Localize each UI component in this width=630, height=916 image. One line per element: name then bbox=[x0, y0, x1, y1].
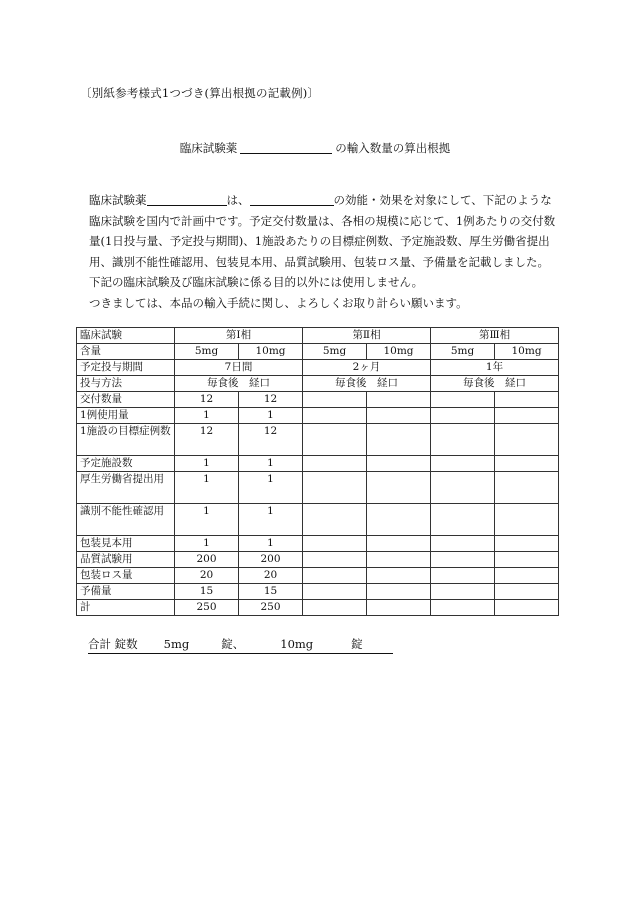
header-method: 投与方法 bbox=[77, 376, 175, 392]
p2-value-10mg bbox=[367, 456, 431, 472]
p3-value-10mg bbox=[495, 456, 559, 472]
p1-value-5mg: 1 bbox=[175, 408, 239, 424]
p1-value-10mg: 1 bbox=[239, 504, 303, 536]
p2-dose-10: 10mg bbox=[367, 344, 431, 360]
p1-dose-10: 10mg bbox=[239, 344, 303, 360]
p2-value-10mg bbox=[367, 392, 431, 408]
p2-value-5mg bbox=[303, 568, 367, 584]
total-unit-b: 錠 bbox=[351, 637, 363, 651]
row-label: 識別不能性確認用 bbox=[77, 504, 175, 536]
p3-value-10mg bbox=[495, 552, 559, 568]
row-label: 厚生労働省提出用 bbox=[77, 472, 175, 504]
p1-value-5mg: 1 bbox=[175, 456, 239, 472]
p2-value-10mg bbox=[367, 552, 431, 568]
p3-value-5mg bbox=[431, 392, 495, 408]
total-tablet-count bbox=[88, 636, 393, 654]
p2-period: 2ヶ月 bbox=[303, 360, 431, 376]
row-label: 品質試験用 bbox=[77, 552, 175, 568]
p2-value-10mg bbox=[367, 424, 431, 456]
table-header-row bbox=[77, 328, 559, 344]
p2-value-10mg bbox=[367, 584, 431, 600]
p3-value-10mg bbox=[495, 584, 559, 600]
document-title bbox=[0, 140, 630, 156]
row-label: 包装見本用 bbox=[77, 536, 175, 552]
p2-value-10mg bbox=[367, 600, 431, 616]
p2-value-5mg bbox=[303, 408, 367, 424]
total-dose-5: 5mg bbox=[163, 637, 190, 651]
paragraph-2: 下記の臨床試験及び臨床試験に係る目的以外には使用しません。 bbox=[89, 275, 424, 289]
p1-value-5mg: 1 bbox=[175, 504, 239, 536]
p3-dose-10: 10mg bbox=[495, 344, 559, 360]
header-trial: 臨床試験 bbox=[77, 328, 175, 344]
header-phase-1: 第Ⅰ相 bbox=[175, 328, 303, 344]
p3-value-5mg bbox=[431, 600, 495, 616]
total-label: 合計 錠数 bbox=[88, 637, 138, 651]
p1-period: 7日間 bbox=[175, 360, 303, 376]
p1-part-c: の効能・効果を対象にして、下記のような臨床試験を国内で計画中です。予定交付数量は、各相の規模に応じて、1例あたりの交付数量(1日投与量、予定投与期間)、1施設あたりの目標症例数、予定施設数、厚生労働省提出用、識別不能性確認用、包装見本用、品質試験用、包装ロス量、予備量を記載しました。 bbox=[89, 193, 556, 269]
table-row bbox=[77, 392, 559, 408]
method-row bbox=[77, 376, 559, 392]
row-label: 交付数量 bbox=[77, 392, 175, 408]
p1-value-5mg: 200 bbox=[175, 552, 239, 568]
p2-value-10mg bbox=[367, 472, 431, 504]
p3-value-5mg bbox=[431, 424, 495, 456]
p1-value-10mg: 1 bbox=[239, 408, 303, 424]
p1-value-10mg: 12 bbox=[239, 392, 303, 408]
header-period: 予定投与期間 bbox=[77, 360, 175, 376]
p3-dose-5: 5mg bbox=[431, 344, 495, 360]
p3-period: 1年 bbox=[431, 360, 559, 376]
drug-name-blank bbox=[147, 193, 227, 206]
p2-value-5mg bbox=[303, 504, 367, 536]
p2-value-5mg bbox=[303, 392, 367, 408]
p3-value-5mg bbox=[431, 456, 495, 472]
p3-value-5mg bbox=[431, 536, 495, 552]
p3-value-5mg bbox=[431, 408, 495, 424]
p1-value-5mg: 15 bbox=[175, 584, 239, 600]
row-label: 予備量 bbox=[77, 584, 175, 600]
total-dose-10: 10mg bbox=[280, 637, 314, 651]
row-label: 1例使用量 bbox=[77, 408, 175, 424]
header-note: 〔別紙参考様式1つづき(算出根拠の記載例)〕 bbox=[80, 86, 320, 100]
period-row bbox=[77, 360, 559, 376]
title-prefix: 臨床試験薬 bbox=[179, 141, 238, 155]
row-label: 包装ロス量 bbox=[77, 568, 175, 584]
p1-value-10mg: 20 bbox=[239, 568, 303, 584]
p1-value-5mg: 20 bbox=[175, 568, 239, 584]
p1-dose-5: 5mg bbox=[175, 344, 239, 360]
p1-value-10mg: 12 bbox=[239, 424, 303, 456]
table-row bbox=[77, 584, 559, 600]
p3-method: 毎食後 経口 bbox=[431, 376, 559, 392]
p3-value-5mg bbox=[431, 584, 495, 600]
p2-method: 毎食後 経口 bbox=[303, 376, 431, 392]
p1-value-5mg: 1 bbox=[175, 472, 239, 504]
trial-quantity-table bbox=[76, 327, 559, 616]
p3-value-5mg bbox=[431, 504, 495, 536]
p1-value-5mg: 12 bbox=[175, 424, 239, 456]
p2-value-5mg bbox=[303, 456, 367, 472]
p2-value-5mg bbox=[303, 536, 367, 552]
indication-blank bbox=[250, 193, 334, 206]
p1-value-10mg: 15 bbox=[239, 584, 303, 600]
p3-value-10mg bbox=[495, 504, 559, 536]
p2-value-10mg bbox=[367, 504, 431, 536]
row-label: 計 bbox=[77, 600, 175, 616]
row-label: 1施設の目標症例数 bbox=[77, 424, 175, 456]
p3-value-5mg bbox=[431, 552, 495, 568]
p3-value-5mg bbox=[431, 472, 495, 504]
title-blank bbox=[240, 142, 332, 154]
paragraph-1 bbox=[78, 190, 560, 272]
header-phase-2: 第Ⅱ相 bbox=[303, 328, 431, 344]
table-row bbox=[77, 456, 559, 472]
p1-value-10mg: 1 bbox=[239, 456, 303, 472]
p2-value-5mg bbox=[303, 600, 367, 616]
p3-value-10mg bbox=[495, 536, 559, 552]
p3-value-10mg bbox=[495, 600, 559, 616]
p2-value-10mg bbox=[367, 568, 431, 584]
p2-value-5mg bbox=[303, 552, 367, 568]
p1-value-5mg: 1 bbox=[175, 536, 239, 552]
table-row bbox=[77, 408, 559, 424]
p3-value-5mg bbox=[431, 568, 495, 584]
p1-method: 毎食後 経口 bbox=[175, 376, 303, 392]
body-text bbox=[78, 190, 560, 313]
table-row bbox=[77, 472, 559, 504]
p1-part-b: は、 bbox=[226, 193, 250, 207]
p1-value-10mg: 1 bbox=[239, 472, 303, 504]
p2-value-5mg bbox=[303, 584, 367, 600]
table-row bbox=[77, 552, 559, 568]
p2-dose-5: 5mg bbox=[303, 344, 367, 360]
p2-value-5mg bbox=[303, 472, 367, 504]
content-row bbox=[77, 344, 559, 360]
paragraph-3: つきましては、本品の輸入手続に関し、よろしくお取り計らい願います。 bbox=[89, 295, 468, 310]
table-row bbox=[77, 568, 559, 584]
table-row bbox=[77, 504, 559, 536]
p1-value-5mg: 250 bbox=[175, 600, 239, 616]
table-row bbox=[77, 424, 559, 456]
p1-value-10mg: 250 bbox=[239, 600, 303, 616]
p1-value-10mg: 1 bbox=[239, 536, 303, 552]
title-suffix: の輸入数量の算出根拠 bbox=[335, 141, 451, 155]
p2-value-10mg bbox=[367, 408, 431, 424]
header-phase-3: 第Ⅲ相 bbox=[431, 328, 559, 344]
p3-value-10mg bbox=[495, 392, 559, 408]
row-label: 予定施設数 bbox=[77, 456, 175, 472]
table-row bbox=[77, 600, 559, 616]
p2-value-5mg bbox=[303, 424, 367, 456]
table-row bbox=[77, 536, 559, 552]
p3-value-10mg bbox=[495, 408, 559, 424]
header-content: 含量 bbox=[77, 344, 175, 360]
p3-value-10mg bbox=[495, 472, 559, 504]
p1-value-10mg: 200 bbox=[239, 552, 303, 568]
p1-value-5mg: 12 bbox=[175, 392, 239, 408]
total-unit-a: 錠、 bbox=[221, 637, 245, 651]
p3-value-10mg bbox=[495, 424, 559, 456]
p1-part-a: 臨床試験薬 bbox=[89, 193, 147, 207]
p2-value-10mg bbox=[367, 536, 431, 552]
p3-value-10mg bbox=[495, 568, 559, 584]
